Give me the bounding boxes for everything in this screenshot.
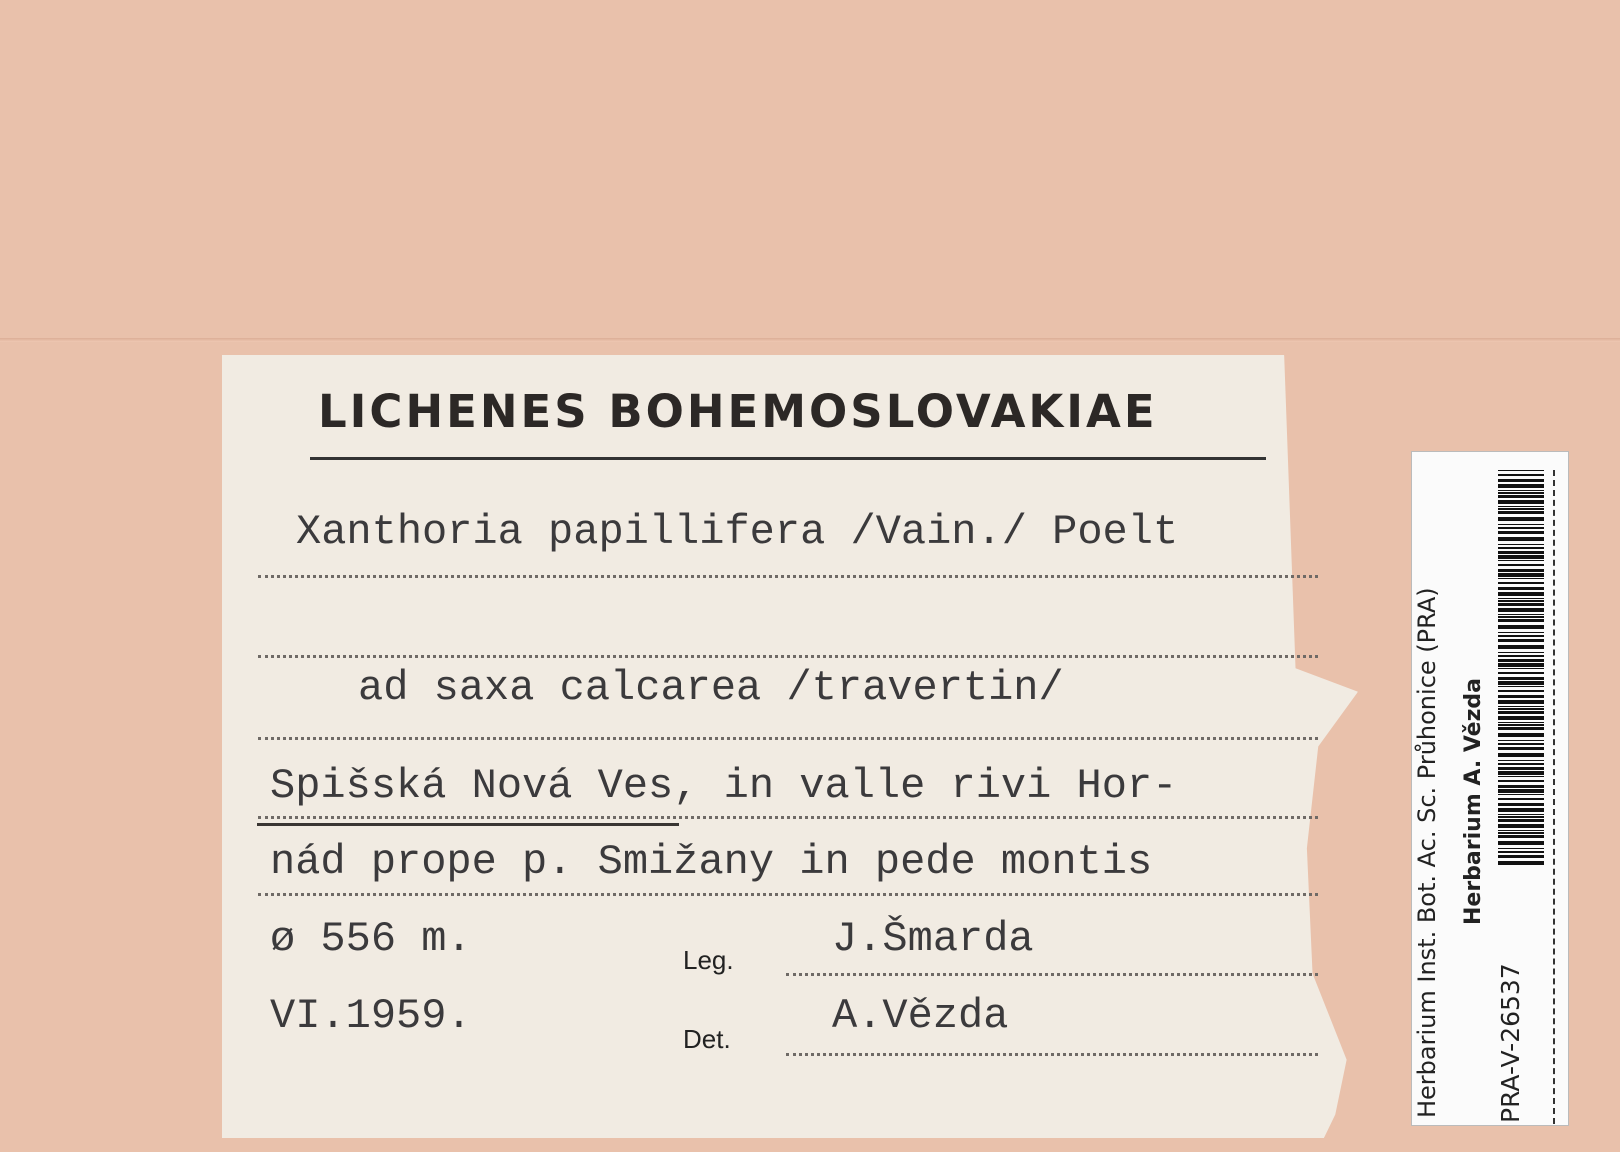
altitude-text: ø 556 m. xyxy=(270,915,472,963)
dotted-line xyxy=(258,893,1318,896)
locality-line-1: Spišská Nová Ves, in valle rivi Hor- xyxy=(270,762,1178,810)
dotted-line xyxy=(786,1053,1318,1056)
title-rule xyxy=(310,457,1266,460)
institution-text: Herbarium Inst. Bot. Ac. Sc. Průhonice (PRA) xyxy=(1413,587,1441,1118)
det-label: Det. xyxy=(683,1024,731,1054)
collector-name: J.Šmarda xyxy=(832,915,1034,963)
dashed-cut-line xyxy=(1553,470,1555,1124)
dotted-line xyxy=(258,737,1318,740)
specimen-id: PRA-V-26537 xyxy=(1496,963,1525,1123)
locality-line-2: nád prope p. Smižany in pede montis xyxy=(270,838,1153,886)
dotted-line xyxy=(258,816,1318,819)
dotted-line xyxy=(258,655,1318,658)
collection-text: Herbarium A. Vězda xyxy=(1461,677,1486,925)
species-name: Xanthoria papillifera /Vain./ Poelt xyxy=(296,508,1179,556)
substrate-text: ad saxa calcarea /travertin/ xyxy=(358,664,1064,712)
label-title: LICHENES BOHEMOSLOVAKIAE xyxy=(318,385,1158,438)
dotted-line xyxy=(786,973,1318,976)
dotted-line xyxy=(258,575,1318,578)
determiner-name: A.Vězda xyxy=(832,992,1009,1040)
locality-underline xyxy=(257,823,679,826)
leg-label: Leg. xyxy=(683,945,734,975)
collection-date: VI.1959. xyxy=(270,992,472,1040)
sheet-fold xyxy=(0,338,1620,342)
barcode-icon xyxy=(1498,470,1546,865)
